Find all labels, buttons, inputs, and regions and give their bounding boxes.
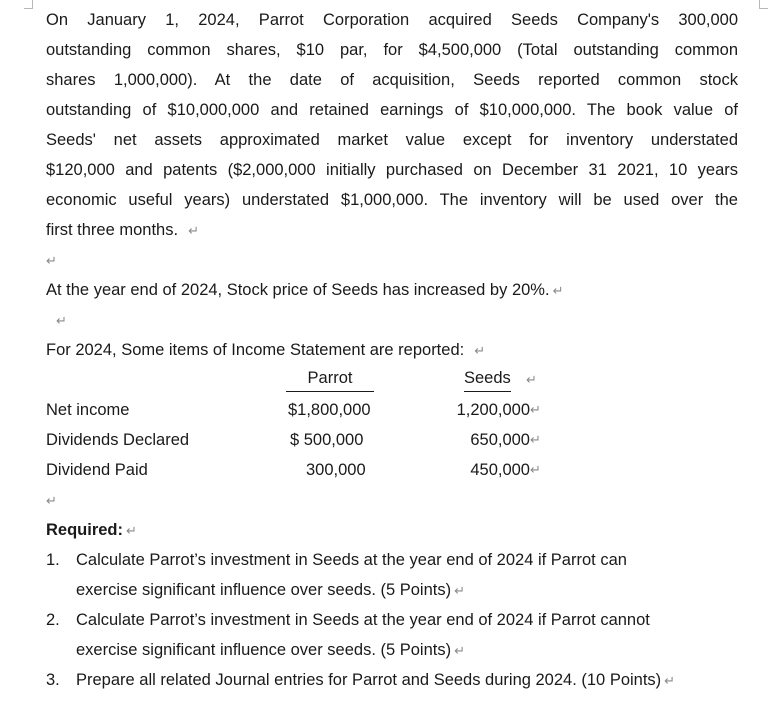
income-statement-intro [46, 335, 738, 365]
row-label: Dividend Paid [46, 461, 148, 479]
income-statement-table [46, 365, 738, 485]
paragraph-mark-icon: ↵ [56, 313, 67, 328]
list-line: Calculate Parrot’s investment in Seeds at the year end of 2024 if Parrot can [76, 551, 627, 569]
row-label: Dividends Declared [46, 431, 190, 449]
table-header-row [46, 365, 738, 395]
paragraph-mark-icon: ↵ [454, 583, 466, 598]
blank-line-1 [46, 245, 738, 275]
paragraph-mark-icon: ↵ [188, 223, 199, 238]
list-item [46, 605, 738, 665]
list-item [46, 545, 738, 605]
intro-line-1: On January 1, 2024, Parrot Corporation acquired Seeds Company's 300,000 [46, 11, 738, 29]
required-heading-line [46, 515, 738, 545]
list-line: Calculate Parrot’s investment in Seeds at the year end of 2024 if Parrot cannot [76, 611, 650, 629]
intro-line-4: outstanding of $10,000,000 and retained earnings of $10,000,000. The book value of [46, 101, 738, 119]
paragraph-mark-icon: ↵ [126, 523, 137, 538]
list-line-wrap [76, 575, 738, 605]
table-row [46, 395, 738, 425]
paragraph-mark-icon: ↵ [530, 432, 541, 447]
required-heading: Required: [46, 521, 124, 539]
intro-line-6: $120,000 and patents ($2,000,000 initially purchased on December 31 2021, 10 years [46, 161, 738, 179]
list-line: exercise significant influence over seeds. (5 Points) [76, 581, 452, 599]
document-page [46, 5, 738, 695]
header-parrot: Parrot [286, 365, 374, 392]
list-line: exercise significant influence over seeds. (5 Points) [76, 641, 452, 659]
row-seeds-value: 450,000 [470, 461, 530, 479]
required-list [46, 545, 738, 695]
blank-line-2 [46, 305, 738, 335]
paragraph-mark-icon: ↵ [530, 402, 541, 417]
list-line-wrap [76, 665, 738, 695]
list-line: Prepare all related Journal entries for Parrot and Seeds during 2024. (10 Points) [76, 671, 662, 689]
row-parrot-value: $1,800,000 [288, 401, 371, 419]
stock-price-paragraph [46, 275, 738, 305]
table-row [46, 425, 738, 455]
table-row [46, 455, 738, 485]
intro-line-2: outstanding common shares, $10 par, for $4,500,000 (Total outstanding common [46, 41, 738, 59]
header-seeds: Seeds [464, 365, 511, 392]
blank-line-3 [46, 485, 738, 515]
row-parrot-value: 300,000 [306, 461, 366, 479]
list-item [46, 665, 738, 695]
intro-line-8 [46, 215, 738, 245]
list-number: 3. [46, 671, 60, 689]
paragraph-mark-icon: ↵ [474, 343, 486, 358]
margin-corner-mark-left [24, 0, 33, 9]
row-seeds-value: 1,200,000 [456, 401, 530, 419]
paragraph-mark-icon: ↵ [46, 253, 57, 268]
paragraph-mark-icon: ↵ [530, 462, 541, 477]
intro-line-8-text: first three months. [46, 221, 179, 239]
intro-line-3: shares 1,000,000). At the date of acquisition, Seeds reported common stock [46, 71, 738, 89]
intro-paragraph [46, 5, 738, 245]
paragraph-mark-icon: ↵ [526, 372, 537, 387]
income-statement-intro-text: For 2024, Some items of Income Statement are reported: [46, 341, 465, 359]
stock-price-text: At the year end of 2024, Stock price of Seeds has increased by 20%. [46, 281, 550, 299]
row-parrot-value: $ 500,000 [290, 431, 364, 449]
list-number: 1. [46, 551, 60, 569]
paragraph-mark-icon: ↵ [46, 493, 57, 508]
list-line-wrap [76, 635, 738, 665]
paragraph-mark-icon: ↵ [454, 643, 466, 658]
intro-line-5: Seeds' net assets approximated market value except for inventory understated [46, 131, 738, 149]
row-label: Net income [46, 401, 130, 419]
list-number: 2. [46, 611, 60, 629]
intro-line-7: economic useful years) understated $1,000,000. The inventory will be used over the [46, 191, 738, 209]
paragraph-mark-icon: ↵ [664, 673, 676, 688]
margin-corner-mark-right [759, 0, 768, 9]
paragraph-mark-icon: ↵ [552, 283, 564, 298]
row-seeds-value: 650,000 [470, 431, 530, 449]
